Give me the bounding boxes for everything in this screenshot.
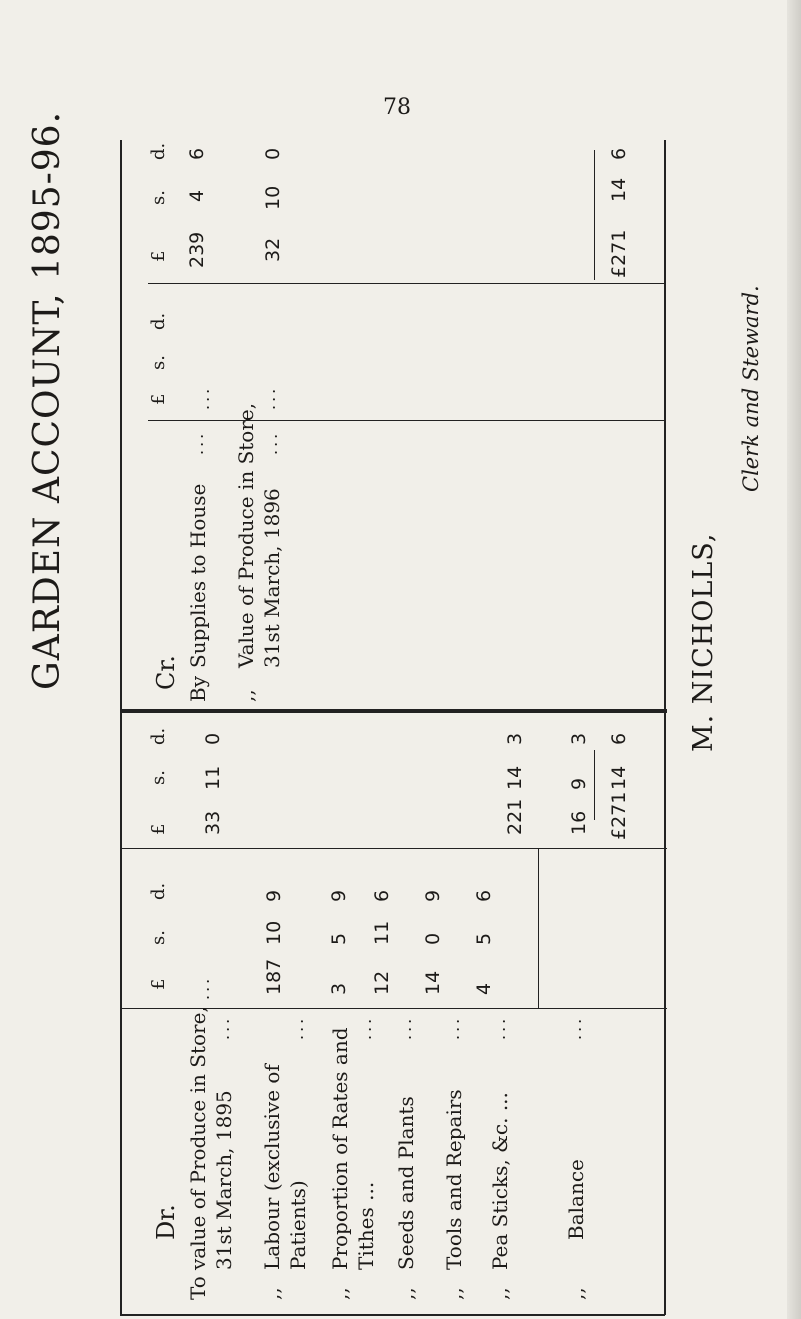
credit-row-2-pence: 0 (262, 147, 284, 160)
ledger-bottom-rule (120, 1314, 665, 1316)
debit-row-7-prefix: ,, (564, 1287, 588, 1300)
debit-inner-pence-header: d. (148, 882, 169, 900)
debit-extended-3-pence: 3 (568, 732, 590, 745)
credit-inner-pound-header: £ (148, 393, 169, 405)
debit-row-6-shillings: 5 (473, 932, 495, 945)
debit-extended-1-pence: 0 (202, 732, 224, 745)
debit-row-3-label-cont: Tithes ... (354, 1181, 378, 1270)
debit-row-2-dots: ... (288, 1015, 307, 1040)
debit-inner-dots: ... (194, 975, 213, 1000)
signature-role: Clerk and Steward. (739, 285, 763, 492)
credit-row-1-shillings: 4 (186, 189, 208, 202)
debit-extended-3-shillings: 9 (568, 777, 590, 790)
debit-row-6-pounds: 4 (473, 982, 495, 995)
credit-total-rule (594, 150, 595, 280)
debit-row-5-prefix: ,, (442, 1287, 466, 1300)
debit-row-6-prefix: ,, (488, 1287, 512, 1300)
page-edge (787, 0, 801, 1319)
debit-row-2-pounds: 187 (263, 958, 285, 995)
debit-extended-2-pounds: 221 (504, 798, 526, 835)
credit-row-1-prefix: By (186, 676, 210, 702)
debit-row-5-pounds: 14 (422, 970, 444, 995)
debit-row-3-pence: 9 (328, 889, 350, 902)
debit-row-3-dots: ... (356, 1015, 375, 1040)
debit-row-2-shillings: 10 (263, 920, 285, 945)
page-number: 78 (383, 95, 411, 120)
credit-row-1-label: Supplies to House (186, 483, 210, 668)
debit-total-rule (594, 750, 595, 820)
debit-extended-3-pounds: 16 (568, 810, 590, 835)
credit-row-2-shillings: 10 (262, 185, 284, 210)
debit-row-2-pence: 9 (263, 889, 285, 902)
debit-row-2-label: Labour (exclusive of (260, 1064, 284, 1270)
debit-row-6-label: Pea Sticks, &c. ... (488, 1092, 512, 1270)
credit-row-2-label-cont: 31st March, 1896 (260, 488, 284, 668)
debit-extended-rule (122, 848, 667, 849)
credit-inner-rule (148, 420, 664, 421)
credit-row-2-pounds: 32 (262, 237, 284, 262)
credit-marker: Cr. (152, 655, 180, 690)
credit-pence-header: d. (148, 142, 169, 160)
debit-row-4-prefix: ,, (394, 1287, 418, 1300)
debit-total-pence: 6 (608, 732, 630, 745)
debit-row-3-shillings: 5 (328, 932, 350, 945)
debit-pound-header: £ (148, 823, 169, 835)
debit-row-4-label: Seeds and Plants (394, 1096, 418, 1270)
credit-inner-shilling-header: s. (148, 355, 169, 370)
debit-row-5-label: Tools and Repairs (442, 1089, 466, 1270)
debit-row-1-label-cont: 31st March, 1895 (212, 1090, 236, 1270)
debit-row-4-dots: ... (396, 1015, 415, 1040)
ledger-left-rule (120, 140, 122, 1315)
page-title: GARDEN ACCOUNT, 1895-96. (27, 110, 68, 690)
debit-row-4-shillings: 11 (371, 920, 393, 945)
ledger-right-rule (664, 140, 666, 1315)
credit-row-1-pounds: 239 (186, 231, 208, 268)
debit-credit-divider (122, 709, 667, 713)
debit-row-1-dots: ... (214, 1015, 233, 1040)
debit-row-4-pence: 6 (371, 889, 393, 902)
credit-total-shillings: 14 (608, 177, 630, 202)
signature-name: M. NICHOLLS, (688, 532, 719, 752)
debit-row-4-pounds: 12 (371, 970, 393, 995)
debit-row-1-prefix: To (186, 1276, 210, 1300)
credit-row-1-dots: ... (188, 430, 207, 455)
debit-extended-2-pence: 3 (504, 732, 526, 745)
debit-total-pounds: £271 (608, 791, 630, 840)
credit-pound-header: £ (148, 250, 169, 262)
credit-row-2-dots: ... (262, 430, 281, 455)
debit-extended-2-shillings: 14 (504, 765, 526, 790)
debit-shilling-header: s. (148, 770, 169, 785)
credit-inner-dots: ... (194, 385, 213, 410)
debit-row-5-dots: ... (444, 1015, 463, 1040)
debit-extended-1-shillings: 11 (202, 765, 224, 790)
debit-row-5-pence: 9 (422, 889, 444, 902)
credit-total-pence: 6 (608, 147, 630, 160)
credit-row-2-label: Value of Produce in Store, (234, 402, 258, 668)
debit-row-3-pounds: 3 (328, 982, 350, 995)
debit-marker: Dr. (152, 1204, 180, 1240)
debit-row-6-pence: 6 (473, 889, 495, 902)
debit-total-shillings: 14 (608, 765, 630, 790)
debit-row-3-label: Proportion of Rates and (328, 1027, 352, 1270)
debit-inner-shilling-header: s. (148, 930, 169, 945)
credit-inner-pence-header: d. (148, 312, 169, 330)
debit-row-7-label: Balance (564, 1159, 588, 1240)
debit-row-6-dots: ... (490, 1015, 509, 1040)
debit-row-3-prefix: ,, (328, 1287, 352, 1300)
debit-inner-pound-header: £ (148, 978, 169, 990)
credit-shilling-header: s. (148, 190, 169, 205)
debit-row-2-label-cont: Patients) (286, 1180, 310, 1270)
debit-row-1-label: value of Produce in Store, (186, 1006, 210, 1270)
credit-row-1-pence: 6 (186, 147, 208, 160)
debit-pence-header: d. (148, 727, 169, 745)
debit-extended-1-pounds: 33 (202, 810, 224, 835)
debit-row-7-dots: ... (566, 1015, 585, 1040)
debit-row-5-shillings: 0 (422, 932, 444, 945)
credit-inner-dots-2: ... (260, 385, 279, 410)
credit-total-pounds: £271 (608, 229, 630, 278)
credit-row-2-prefix: ,, (234, 689, 258, 702)
credit-amount-rule (148, 283, 664, 284)
debit-subtotal-rule (538, 848, 539, 1008)
debit-row-2-prefix: ,, (260, 1287, 284, 1300)
